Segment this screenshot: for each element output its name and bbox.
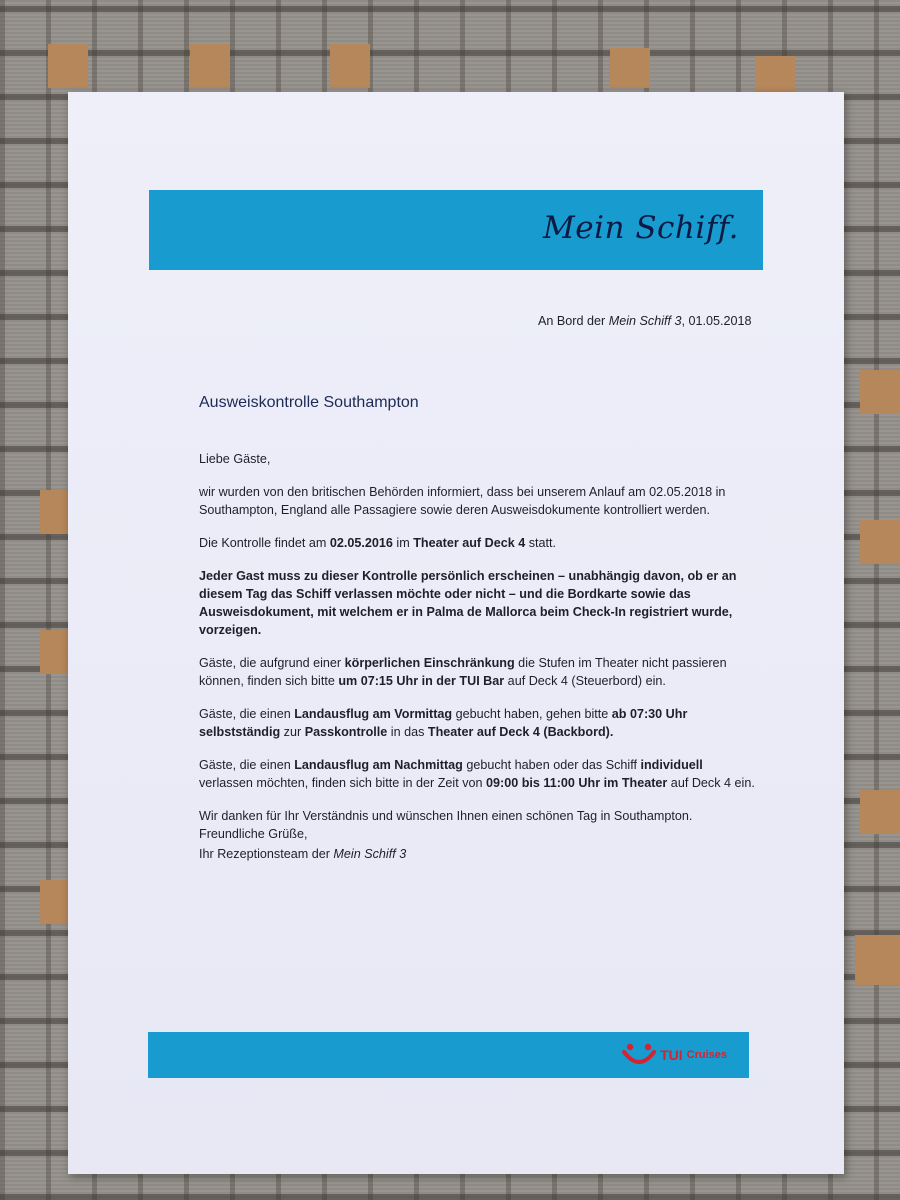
closing-signature: Ihr Rezeptionsteam der Mein Schiff 3 (199, 847, 407, 861)
dateline-ship: Mein Schiff 3 (608, 314, 682, 328)
background-wood (860, 370, 900, 414)
notice-sheet (68, 92, 844, 1174)
greeting: Liebe Gäste, (199, 452, 271, 466)
background-wood (40, 630, 70, 674)
dateline (538, 312, 752, 330)
dateline-prefix: An Bord der (538, 314, 609, 328)
closing-greeting: Freundliche Grüße, (199, 827, 308, 841)
background-wood (860, 520, 900, 564)
page-title: Ausweiskontrolle Southampton (199, 394, 419, 411)
background-wood (860, 790, 900, 834)
background-wood (40, 490, 70, 534)
background-wood (190, 44, 230, 88)
tui-smile-icon (622, 1042, 656, 1068)
tui-cruises-logo (622, 1042, 727, 1068)
background-wood (48, 44, 88, 88)
dateline-date: , 01.05.2018 (681, 314, 752, 328)
closing (199, 824, 406, 864)
paragraph-mobility: Gäste, die aufgrund einer körperlichen Einschränkung die Stufen im Theater nicht passieren können, finden sich bitte um 07:15 Uhr in der TUI Bar auf Deck 4 (Steuerbord) ein. (199, 656, 727, 688)
paragraph-morning-excursion: Gäste, die einen Landausflug am Vormittag gebucht haben, gehen bitte ab 07:30 Uhr selbstständig zur Passkontrolle in das Theater auf Deck 4 (Backbord). (199, 707, 688, 739)
paragraph-thanks: Wir danken für Ihr Verständnis und wünschen Ihnen einen schönen Tag in Southampton. (199, 809, 693, 823)
header-banner (149, 190, 763, 270)
logo-sub: Cruises (686, 1049, 727, 1061)
paragraph-intro: wir wurden von den britischen Behörden informiert, dass bei unserem Anlauf am 02.05.2018 in Southampton, England alle Passagiere sowie deren Ausweisdokumente kontrolliert werden. (199, 485, 726, 517)
footer-banner (148, 1032, 749, 1078)
paragraph-control-date: Die Kontrolle findet am 02.05.2016 im Theater auf Deck 4 statt. (199, 536, 557, 550)
background-wood (755, 56, 795, 96)
background-wood (330, 44, 370, 88)
brand-logo: Mein Schiff. (543, 210, 739, 246)
background-wood (855, 935, 900, 985)
paragraph-afternoon-excursion: Gäste, die einen Landausflug am Nachmittag gebucht haben oder das Schiff individuell verlassen möchten, finden sich bitte in der Zeit von 09:00 bis 11:00 Uhr im Theater auf Deck 4 ein. (199, 758, 755, 790)
letter-body (199, 450, 759, 840)
background-wood (610, 48, 650, 88)
paragraph-mandatory: Jeder Gast muss zu dieser Kontrolle persönlich erscheinen – unabhängig davon, ob er an diesem Tag das Schiff verlassen möchte oder nicht – und die Bordkarte sowie das Ausweisdokument, mit welchem er in Palma de Mallorca beim Check-In registriert wurde, vorzeigen. (199, 569, 737, 637)
background-wood (40, 880, 70, 924)
logo-main: TUI (660, 1047, 683, 1063)
